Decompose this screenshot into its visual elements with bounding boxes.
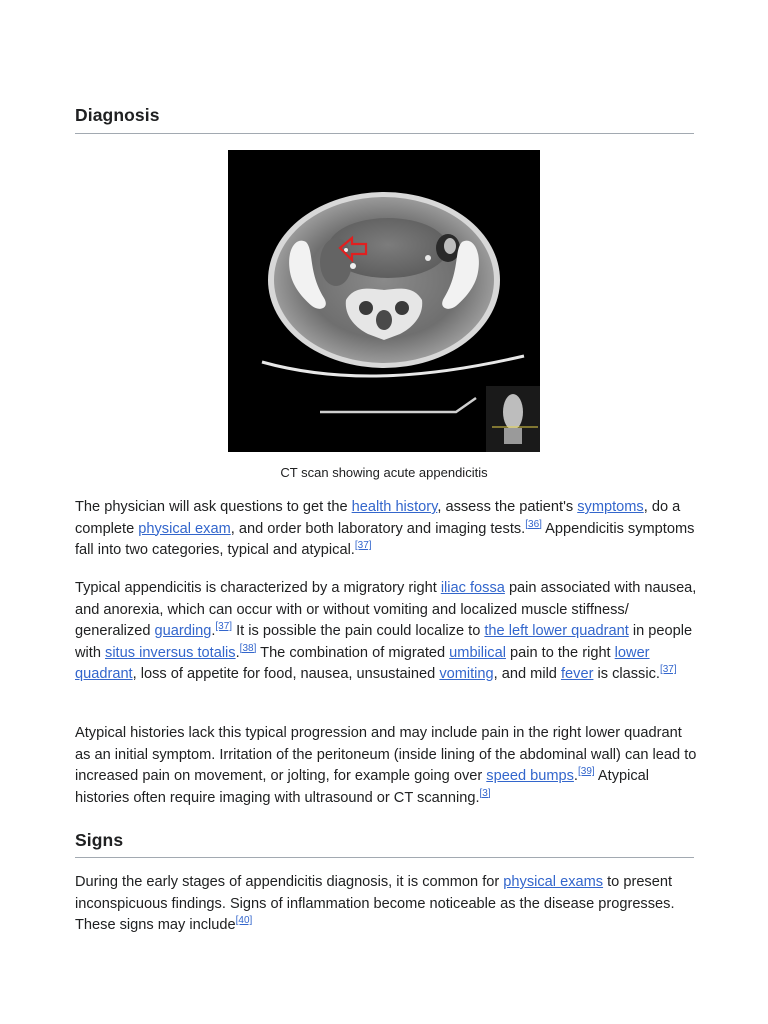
section-heading-signs: Signs (75, 830, 124, 850)
citation-3[interactable]: [3] (479, 787, 491, 799)
heading-divider (75, 133, 694, 134)
section-heading-diagnosis: Diagnosis (75, 105, 160, 125)
paragraph-signs: During the early stages of appendicitis diagnosis, it is common for physical exams to present inconspicuous findings. Signs of inflammation become noticeable as the disease progresses. These signs may include[40] (75, 874, 675, 933)
heading-divider (75, 857, 694, 858)
link-physical-exams[interactable]: physical exams (503, 874, 604, 890)
paragraph-atypical: Atypical histories lack this typical progression and may include pain in the right lower quadrant as an initial symptom. Irritation of the peritoneum (inside lining of the abdominal wall) can lead to increased pain on movement, or jolting, for example going over speed bumps.[39] Atypical histories often require imaging with ultrasound or CT scanning.[3] (75, 725, 697, 806)
link-speed-bumps[interactable]: speed bumps (486, 768, 574, 784)
link-umbilical[interactable]: umbilical (449, 644, 506, 661)
link-situs-inversus-totalis[interactable]: situs inversus totalis (105, 644, 236, 661)
link-physical-exam[interactable]: physical exam (138, 520, 231, 537)
link-left-lower-quadrant[interactable]: the left lower quadrant (484, 623, 629, 639)
citation-36[interactable]: [36] (525, 518, 542, 530)
citation-40[interactable]: [40] (235, 915, 253, 926)
link-fever[interactable]: fever (560, 666, 594, 682)
figure-caption: CT scan showing acute appendicitis (280, 465, 488, 480)
citation-37[interactable]: [37] (215, 621, 233, 632)
citation-38[interactable]: [38] (239, 642, 257, 654)
ct-scan-image[interactable] (228, 150, 540, 452)
paragraph-history: The physician will ask questions to get the health history, assess the patient's symptoms, do a complete physical exam, and order both laboratory and imaging tests.[36] Appendicitis symptoms fall into two categories, typical and atypical.[37] (75, 499, 695, 558)
ct-scan-illustration (228, 150, 540, 452)
link-lower-quadrant[interactable]: lower quadrant (75, 644, 650, 682)
link-guarding[interactable]: guarding (154, 623, 212, 639)
citation-37[interactable]: [37] (354, 540, 372, 551)
citation-39[interactable]: [39] (577, 766, 595, 777)
link-iliac-fossa[interactable]: iliac fossa (440, 580, 505, 596)
link-symptoms[interactable]: symptoms (577, 499, 644, 515)
paragraph-typical: Typical appendicitis is characterized by a migratory right iliac fossa pain associated with nausea, and anorexia, which can occur with or without vomiting and localized muscle stiffness/ generalized guarding.[37] It is possible the pain could localize to the left lower quadrant in people with situs inversus totalis.[38] The combination of migrated umbilical pain to the right lower quadrant, loss of appetite for food, nausea, unsustained vomiting, and mild fever is classic.[37] (75, 580, 697, 682)
link-vomiting[interactable]: vomiting (439, 666, 494, 682)
citation-37[interactable]: [37] (659, 664, 677, 675)
link-health-history[interactable]: health history (351, 499, 438, 515)
